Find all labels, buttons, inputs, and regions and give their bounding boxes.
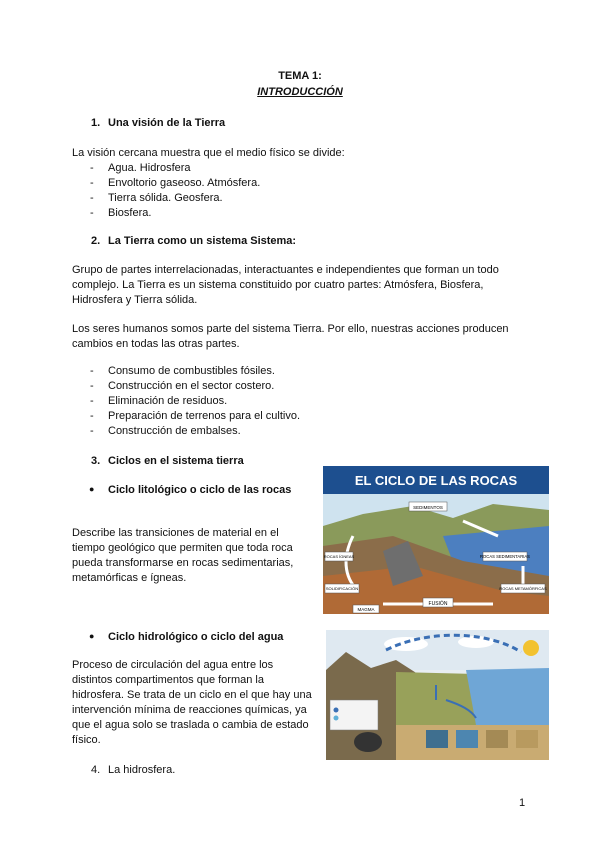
section-3-number: 3. (91, 455, 101, 467)
list-item: - Preparación de terrenos para el cultivo. (88, 409, 300, 424)
figure-label: ROCAS METAMÓRFICAS (499, 586, 547, 591)
figure-label: ROCAS ÍGNEAS (323, 554, 355, 559)
paragraph-line: complejo. La Tierra es un sistema constituido por cuatro partes: Atmósfera, Biosfera, (72, 279, 484, 291)
list-item: - Envoltorio gaseoso. Atmósfera. (88, 176, 260, 191)
paragraph-line: pueda transformarse en rocas sedimentarias, (72, 557, 294, 569)
paragraph-line: distintos compartimentos que forman la (72, 674, 264, 686)
section-2-number: 2. (91, 235, 101, 247)
figure-title: EL CICLO DE LAS ROCAS (354, 473, 518, 488)
paragraph-line: Los seres humanos somos parte del sistema Tierra. Por ello, nuestras acciones producen (72, 323, 509, 335)
section-1-list (88, 161, 260, 221)
rock-cycle-text (72, 526, 317, 586)
rock-cycle-bullet: ● (89, 484, 95, 494)
paragraph-line: Describe las transiciones de material en el (72, 527, 279, 539)
section-2-heading: La Tierra como un sistema Sistema: (108, 235, 297, 247)
water-cycle-figure (326, 630, 549, 760)
doc-title: TEMA 1: (278, 70, 322, 82)
figure-label: SEDIMENTOS (413, 505, 443, 510)
paragraph-line: tiempo geológico que permiten que toda roca (72, 542, 293, 554)
section-2-list (88, 364, 300, 439)
figure-label: MAGMA (357, 607, 375, 612)
paragraph-line: intervención mínima de reacciones químicas, ya (72, 704, 307, 716)
section-2-paragraph-1 (72, 263, 542, 308)
rock-cycle-illustration (323, 466, 549, 614)
list-item: - Construcción de embalses. (88, 424, 300, 439)
section-4-number: 4. (91, 764, 101, 776)
paragraph-line: Hidrosfera y Tierra sólida. (72, 294, 198, 306)
section-1-number: 1. (91, 117, 101, 129)
figure-label: SOLIDIFICACIÓN (325, 586, 359, 591)
list-item: - Eliminación de residuos. (88, 394, 300, 409)
figure-label: ROCAS SEDIMENTARIAS (480, 554, 530, 559)
list-item: - Agua. Hidrosfera (88, 161, 260, 176)
paragraph-line: metamórficas e ígneas. (72, 572, 187, 584)
sun-icon (523, 640, 539, 656)
paragraph-line: físico. (72, 734, 101, 746)
rock-cycle-heading: Ciclo litológico o ciclo de las rocas (108, 484, 292, 496)
list-item: - Tierra sólida. Geosfera. (88, 191, 260, 206)
water-cycle-bullet: ● (89, 631, 95, 641)
water-cycle-heading: Ciclo hidrológico o ciclo del agua (108, 631, 284, 643)
rock-cycle-figure (323, 466, 549, 614)
figure-label: FUSIÓN (428, 601, 448, 607)
paragraph-line: Grupo de partes interrelacionadas, interactuantes e independientes que forman un todo (72, 264, 499, 276)
list-item: - Construcción en el sector costero. (88, 379, 300, 394)
page-number: 1 (519, 797, 526, 809)
section-1-heading: Una visión de la Tierra (108, 117, 226, 129)
section-4-heading: La hidrosfera. (108, 764, 176, 776)
section-3-heading: Ciclos en el sistema tierra (108, 455, 244, 467)
water-cycle-text (72, 658, 322, 748)
paragraph-line: hidrosfera. Se trata de un ciclo en el que hay una (72, 689, 312, 701)
doc-subtitle: INTRODUCCIÓN (257, 86, 343, 98)
list-item: - Consumo de combustibles fósiles. (88, 364, 300, 379)
list-item: - Biosfera. (88, 206, 260, 221)
paragraph-line: Proceso de circulación del agua entre los (72, 659, 274, 671)
water-cycle-illustration (326, 630, 549, 760)
section-1-intro: La visión cercana muestra que el medio físico se divide: (72, 147, 345, 159)
paragraph-line: que el agua solo se traslada o cambia de estado (72, 719, 309, 731)
paragraph-line: cambios en todas las otras partes. (72, 338, 240, 350)
section-2-paragraph-2 (72, 322, 542, 352)
